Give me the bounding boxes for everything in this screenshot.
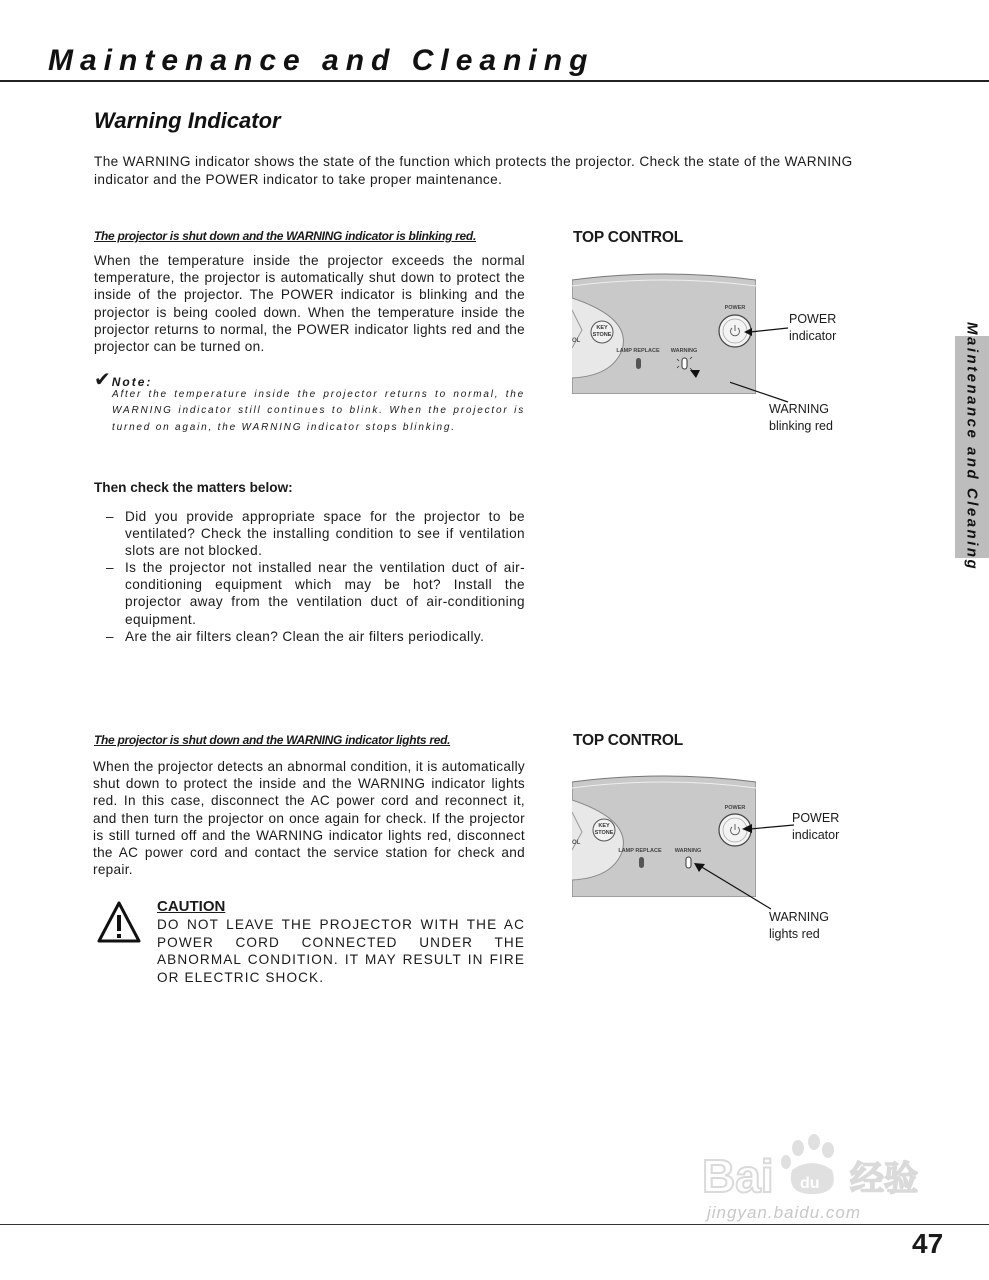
side-tab xyxy=(955,322,989,572)
svg-text:Bai: Bai xyxy=(702,1150,774,1202)
section-heading: Warning Indicator xyxy=(94,108,281,133)
svg-text:POWER: POWER xyxy=(724,305,746,311)
title-rule xyxy=(0,80,989,82)
note-text: After the temperature inside the projector returns to normal, the WARNING indicator still continues to blink. When the projector is turned on again, the WARNING indicator stops blinking. xyxy=(112,389,525,433)
svg-text:POWER: POWER xyxy=(724,805,746,811)
baidu-paw-icon xyxy=(700,1130,935,1210)
svg-text:WARNING: WARNING xyxy=(674,848,702,854)
power-callout: POWER indicator xyxy=(792,811,840,842)
lights-body: When the projector detects an abnormal condition, it is automatically shut down to protect the inside and the WARNING indicator lights red. In this case, disconnect the AC power cord and reconnect it, and then turn the projector on once again for check. If the projector is still turned off and the WARNING indicator lights red, disconnect the AC power cord and contact the service station for check and repair. xyxy=(93,759,525,878)
blinking-condition-heading: The projector is shut down and the WARNING indicator is blinking red. xyxy=(94,229,476,243)
caution-text: DO NOT LEAVE THE PROJECTOR WITH THE AC POWER CORD CONNECTED UNDER THE ABNORMAL CONDITION. IT MAY RESULT IN FIRE OR ELECTRIC SHOCK. xyxy=(157,917,525,985)
page-title: Maintenance and Cleaning xyxy=(48,44,595,77)
note-label: Note: xyxy=(111,375,153,389)
check-heading: Then check the matters below: xyxy=(94,480,293,495)
footer-rule xyxy=(0,1224,989,1225)
warning-callout: WARNING blinking red xyxy=(769,402,833,433)
power-arrow xyxy=(740,820,795,834)
side-tab-label: Maintenance and Cleaning xyxy=(963,322,981,572)
svg-text:经验: 经验 xyxy=(850,1159,918,1199)
callout-arrows xyxy=(730,320,790,410)
lights-condition-heading: The projector is shut down and the WARNING indicator lights red. xyxy=(94,733,451,747)
svg-text:KEY: KEY xyxy=(598,823,610,829)
top-control-panel-illustration xyxy=(572,258,756,394)
warning-callout: WARNING lights red xyxy=(769,910,829,941)
svg-text:KEY: KEY xyxy=(596,325,608,331)
list-item: – Are the air filters clean? Clean the air filters periodically. xyxy=(106,628,485,644)
caution-title: CAUTION xyxy=(157,898,226,915)
svg-text:du: du xyxy=(800,1175,820,1192)
top-control-title: TOP CONTROL xyxy=(573,732,684,749)
blinking-body: When the temperature inside the projector exceeds the normal temperature, the projector is automatically shut down to protect the inside of the projector. The POWER indicator is blinking and the projector is being cooled down. When the temperature inside the projector returns to normal, the POWER indicator lights red and the projector can be turned on. xyxy=(94,253,525,355)
warning-arrowhead xyxy=(690,368,710,382)
page-number: 47 xyxy=(912,1228,944,1259)
svg-text:LAMP REPLACE: LAMP REPLACE xyxy=(616,348,660,354)
svg-text:STONE: STONE xyxy=(592,332,612,338)
checkmark-icon: ✔ xyxy=(94,369,111,391)
watermark-url: jingyan.baidu.com xyxy=(707,1203,862,1222)
warning-arrow xyxy=(692,862,772,912)
caution-icon xyxy=(97,900,141,944)
list-item: – Is the projector not installed near the ventilation duct of air-conditioning equipment which may be hot? Install the projector away from the ventilation duct of air-conditioning equipment. xyxy=(106,560,525,627)
intro-paragraph: The WARNING indicator shows the state of the function which protects the projector. Check the state of the WARNING indicator and the POWER indicator to take proper maintenance. xyxy=(94,154,853,187)
list-item: – Did you provide appropriate space for the projector to be ventilated? Check the installing condition to see if ventilation slots are not blocked. xyxy=(106,509,525,559)
svg-text:LAMP REPLACE: LAMP REPLACE xyxy=(618,848,662,854)
svg-text:STONE: STONE xyxy=(594,830,614,836)
power-callout: POWER indicator xyxy=(789,312,837,343)
projector-panel-drawing xyxy=(572,258,756,394)
svg-text:OL: OL xyxy=(572,338,581,344)
top-control-title: TOP CONTROL xyxy=(573,229,684,246)
svg-text:OL: OL xyxy=(572,840,581,846)
svg-text:WARNING: WARNING xyxy=(670,348,698,354)
check-list xyxy=(106,508,525,645)
